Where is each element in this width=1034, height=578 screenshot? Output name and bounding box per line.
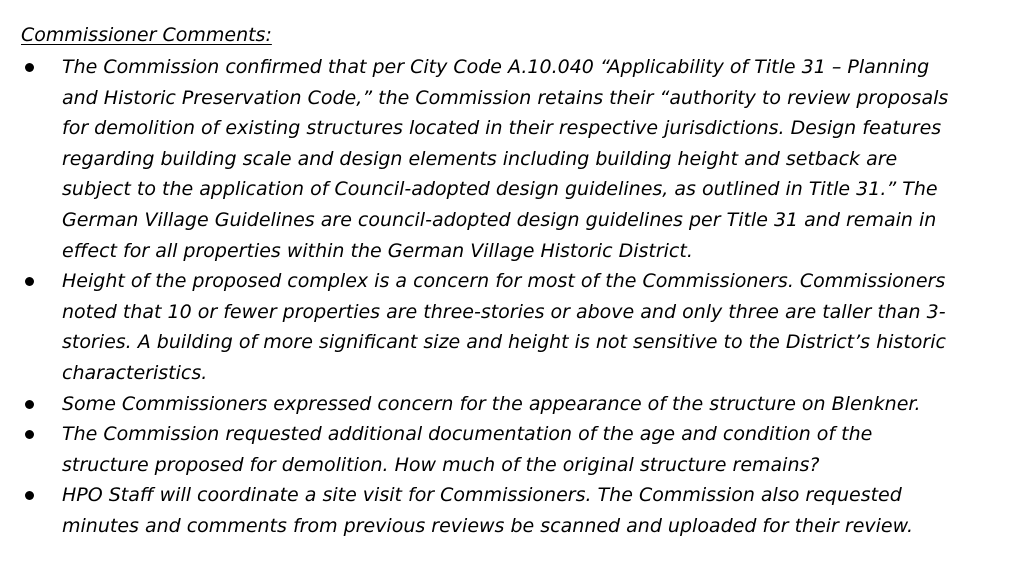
bullet-text-line: stories. A building of more significant size and height is not sensitive to the District’s historic <box>62 331 946 354</box>
comment-bullet <box>0 480 1034 541</box>
bullet-text-line: characteristics. <box>62 361 208 384</box>
bullet-text-line: The Commission confirmed that per City Code A.10.040 “Applicability of Title 31 – Planning <box>62 56 930 78</box>
bullet-text-line: for demolition of existing structures located in their respective jurisdictions. Design features <box>62 117 942 140</box>
comment-bullet <box>0 52 1034 266</box>
bullet-dot-icon <box>25 277 34 286</box>
bullet-text-line: effect for all properties within the German Village Historic District. <box>62 239 693 262</box>
bullet-text-line: Height of the proposed complex is a concern for most of the Commissioners. Commissioners <box>62 270 946 293</box>
comment-bullet <box>0 419 1034 480</box>
bullet-text-line: HPO Staff will coordinate a site visit for Commissioners. The Commission also requested <box>62 484 902 507</box>
bullet-dot-icon <box>25 63 34 72</box>
bullet-text-line: The Commission requested additional documentation of the age and condition of the <box>62 423 873 446</box>
bullet-text-line: structure proposed for demolition. How much of the original structure remains? <box>62 453 820 476</box>
bullet-dot-icon <box>25 491 34 500</box>
bullet-dot-icon <box>25 400 34 409</box>
comment-bullet <box>0 389 1034 420</box>
bullet-dot-icon <box>25 430 34 439</box>
bullet-text-line: and Historic Preservation Code,” the Commission retains their “authority to review proposals <box>62 86 949 109</box>
comment-bullet-list <box>0 52 1034 542</box>
bullet-text-line: minutes and comments from previous reviews be scanned and uploaded for their review. <box>62 514 913 537</box>
bullet-text-line: Some Commissioners expressed concern for the appearance of the structure on Blenkner. <box>62 392 921 415</box>
bullet-text-line: regarding building scale and design elements including building height and setback are <box>62 147 898 170</box>
bullet-text-line: noted that 10 or fewer properties are three-stories or above and only three are taller than 3- <box>62 300 946 323</box>
comment-bullet <box>0 266 1034 388</box>
section-heading: Commissioner Comments: <box>21 24 272 46</box>
bullet-text-line: subject to the application of Council-adopted design guidelines, as outlined in Title 31.” The <box>62 178 938 201</box>
bullet-text-line: German Village Guidelines are council-adopted design guidelines per Title 31 and remain in <box>62 208 937 231</box>
